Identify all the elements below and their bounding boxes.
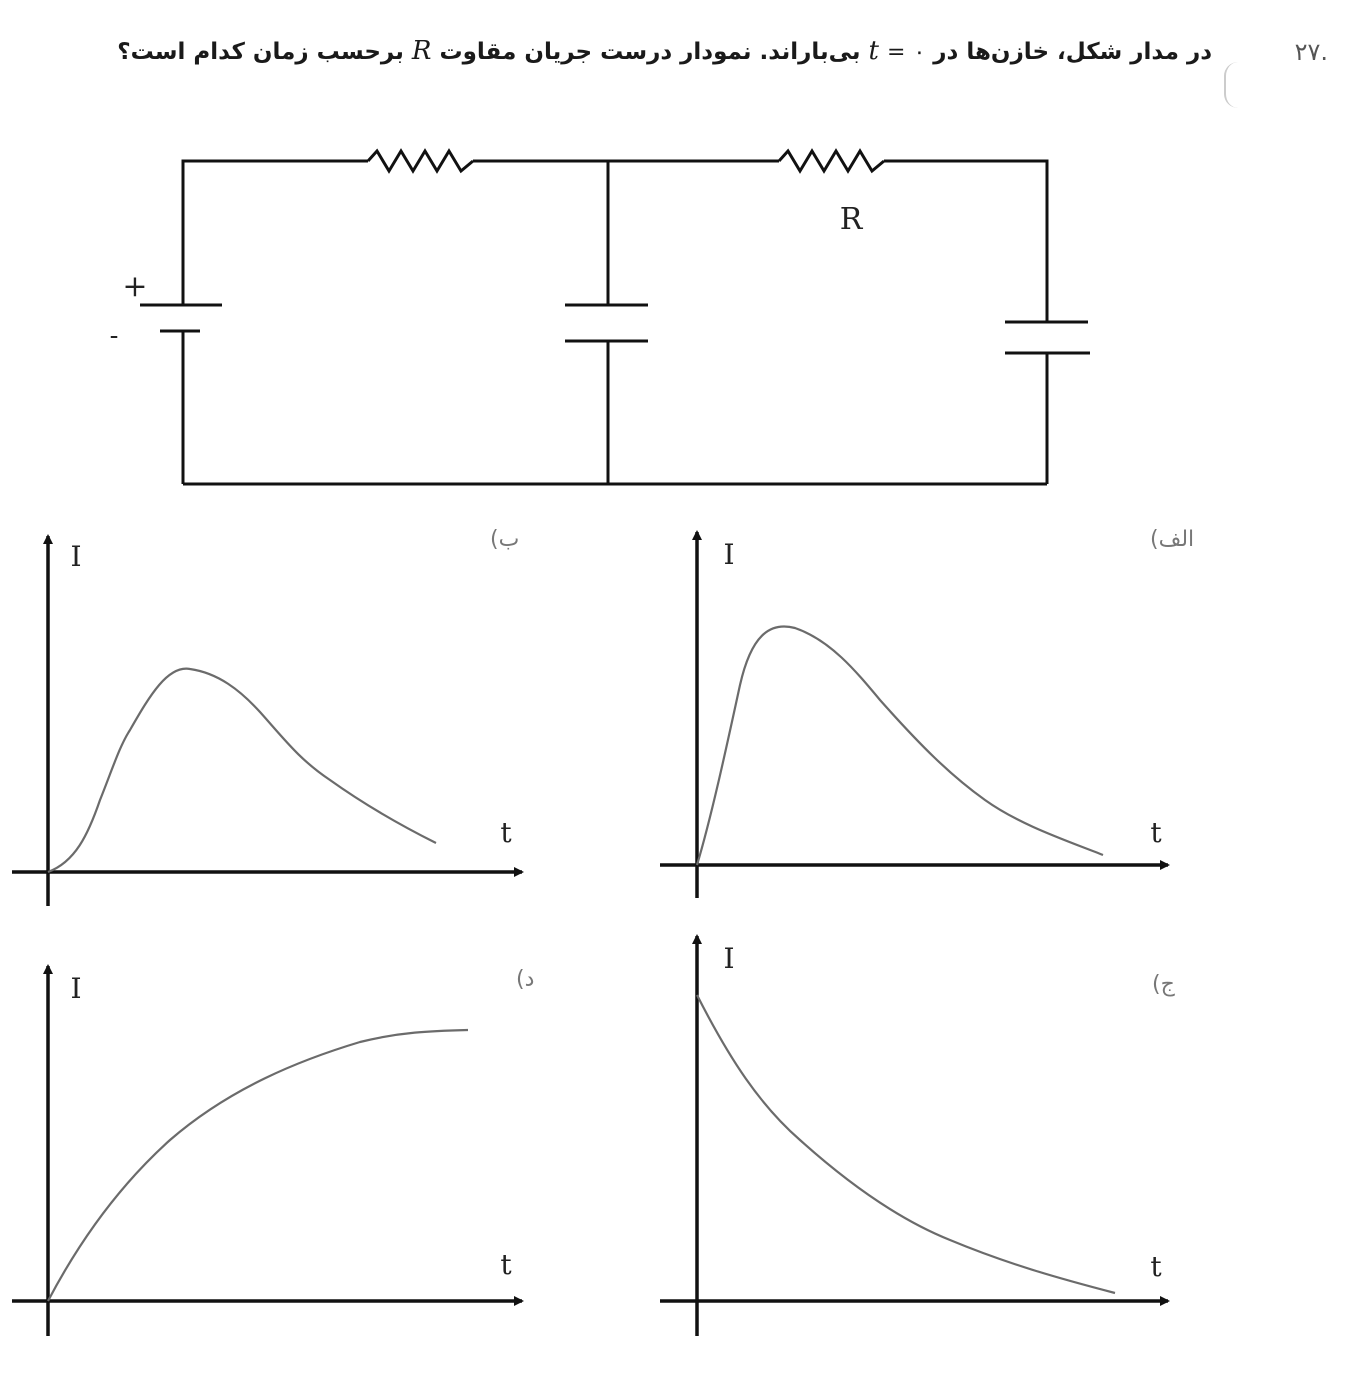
graph-alef (660, 532, 1168, 898)
graph-be-curve (48, 669, 436, 872)
resistor-R (779, 151, 884, 171)
option-label-alef: الف) (1150, 527, 1195, 552)
question-text-part2: بی‌باراند. نمودار درست جریان مقاوت (439, 39, 861, 65)
option-label-dal: د) (516, 967, 535, 992)
graph-dal-curve (48, 1030, 468, 1301)
math-eq: = (887, 40, 906, 65)
graph-alef-y-label: I (723, 538, 735, 571)
graph-be-x-label: t (500, 816, 512, 849)
math-R: R (411, 36, 432, 66)
graph-dal-x-label: t (500, 1248, 512, 1281)
graph-jim-y-label: I (723, 942, 735, 975)
math-t: t (868, 36, 879, 66)
battery-plus-sign: + (122, 269, 148, 304)
option-label-jim: ج) (1152, 972, 1175, 997)
question-number: ۲۷. (1294, 38, 1328, 66)
resistor-R-label: R (839, 202, 863, 237)
math-zero: ۰ (913, 40, 926, 65)
graph-alef-x-label: t (1150, 816, 1162, 849)
graph-jim (660, 936, 1168, 1336)
circuit-wire-top-left (183, 161, 368, 305)
circuit-diagram (110, 151, 1090, 484)
graph-jim-x-label: t (1150, 1250, 1162, 1283)
graph-be-y-label: I (70, 540, 82, 573)
question-text-part1: در مدار شکل، خازن‌ها در (933, 39, 1212, 65)
graph-dal (12, 966, 522, 1336)
graph-alef-curve (697, 626, 1103, 865)
resistor-left (368, 151, 473, 171)
graph-be (12, 536, 522, 906)
graph-dal-y-label: I (70, 972, 82, 1005)
graph-jim-curve (697, 995, 1115, 1293)
circuit-wire-top-right (884, 161, 1047, 322)
question-text-part3: برحسب زمان کدام است؟ (117, 39, 404, 65)
battery-minus-sign: - (109, 321, 119, 351)
option-label-be: ب) (490, 527, 520, 552)
